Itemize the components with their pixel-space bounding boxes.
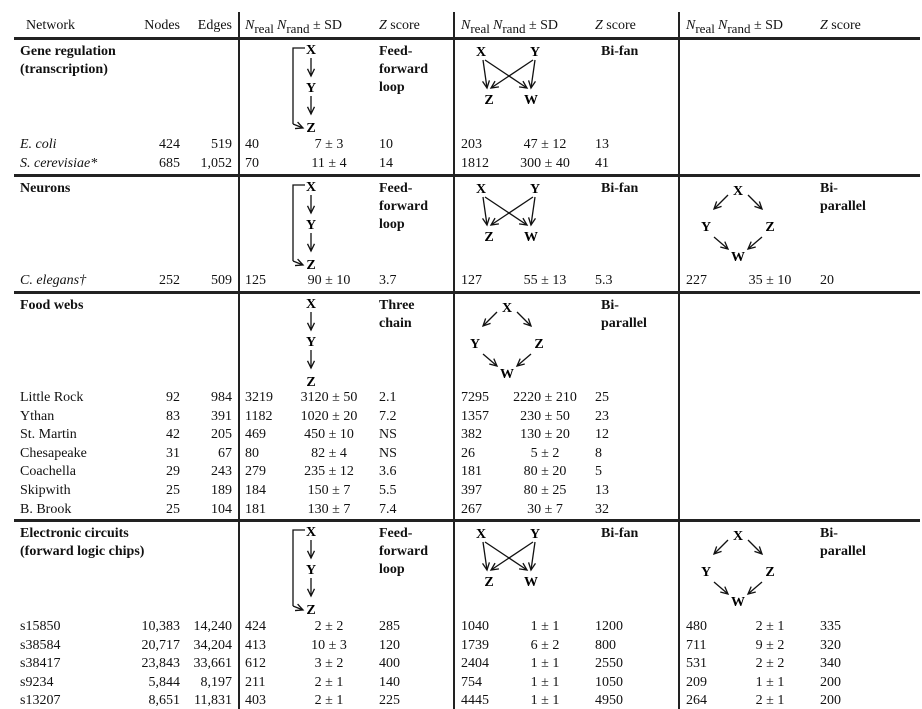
section-title: Neurons	[20, 181, 71, 196]
n-rand-value: 3120 ± 50	[300, 390, 358, 405]
motif-node-z: Z	[306, 375, 316, 390]
motif-name: loop	[379, 217, 405, 232]
network-name: Chesapeake	[20, 445, 87, 461]
n-real-value: 397	[461, 483, 482, 498]
motif-name: Feed-	[379, 181, 413, 196]
edges-value: 243	[211, 464, 232, 480]
edges-value: 189	[211, 483, 232, 498]
z-score-value: 13	[595, 137, 609, 152]
edges-value: 519	[211, 137, 232, 152]
n-subscript: rand	[502, 20, 526, 36]
network-name: Skipwith	[20, 483, 71, 498]
n-rand-value: 2 ± 1	[755, 693, 785, 709]
z-score-value: 200	[820, 674, 841, 690]
section-divider	[14, 37, 920, 40]
n-real-value: 279	[245, 464, 266, 480]
z-score-value: 12	[595, 427, 609, 443]
motif-name: forward	[379, 544, 428, 559]
n-rand-value: 130 ± 7	[307, 501, 351, 517]
n-rand-value: 11 ± 4	[311, 155, 347, 171]
n-subscript: real	[254, 20, 274, 36]
motif-node-z: Z	[306, 603, 316, 618]
n-rand-value: 2 ± 1	[755, 619, 785, 634]
n-subscript: real	[470, 20, 490, 36]
motif-name: Bi-	[820, 181, 838, 196]
sd-label: ± SD	[525, 18, 559, 33]
n-symbol: N	[277, 18, 287, 33]
section-title: Food webs	[20, 298, 84, 313]
section-title: Electronic circuits	[20, 526, 129, 541]
nodes-value: 25	[166, 501, 180, 517]
column-divider	[453, 12, 455, 709]
z-score-value: 14	[379, 155, 393, 171]
n-subscript: rand	[286, 20, 310, 36]
z-score-value: 335	[820, 619, 841, 634]
nodes-value: 25	[166, 483, 180, 498]
nodes-value: 5,844	[148, 674, 180, 690]
n-rand-value: 30 ± 7	[527, 501, 563, 517]
nodes-value: 29	[166, 464, 180, 480]
nodes-value: 424	[159, 137, 180, 152]
motif-node-y: Y	[305, 335, 317, 350]
motif-node-x: X	[732, 529, 744, 544]
edges-value: 391	[211, 408, 232, 424]
motif-arrowhead	[519, 563, 527, 570]
n-real-value: 1357	[461, 408, 489, 424]
edges-value: 67	[218, 445, 232, 461]
nodes-value: 31	[166, 445, 180, 461]
n-rand-value: 90 ± 10	[307, 273, 351, 288]
n-symbol: N	[686, 18, 696, 33]
motif-node-w: W	[524, 93, 538, 108]
network-name: s15850	[20, 619, 61, 634]
motif-node-y: Y	[305, 81, 317, 96]
motif-edge	[491, 542, 533, 570]
nodes-value: 23,843	[141, 656, 180, 672]
motif-name: Feed-	[379, 44, 413, 59]
n-real-value: 1739	[461, 637, 489, 653]
z-score-value: 4950	[595, 693, 623, 709]
motif-name: Bi-	[601, 298, 619, 313]
n-subscript: rand	[727, 20, 751, 36]
n-rand-value: 130 ± 20	[520, 427, 570, 443]
motif-edge	[293, 530, 305, 606]
n-rand-value: 150 ± 7	[307, 483, 351, 498]
motif-arrowhead	[491, 81, 499, 88]
z-symbol: Z	[820, 18, 828, 33]
sd-label: ± SD	[309, 18, 343, 33]
feed-forward-loop-diagram	[275, 522, 335, 625]
n-rand-value: 35 ± 10	[748, 273, 792, 288]
n-rand-value: 2220 ± 210	[513, 390, 577, 405]
bi-parallel-diagram	[463, 298, 553, 387]
n-rand-value: 2 ± 2	[755, 656, 785, 672]
z-score-value: NS	[379, 445, 397, 461]
bi-fan-diagram	[473, 42, 553, 117]
n-real-value: 7295	[461, 390, 489, 405]
motif-name: Bi-fan	[601, 44, 639, 59]
header-z-score-2	[595, 18, 636, 34]
n-real-value: 203	[461, 137, 482, 152]
n-real-value: 127	[461, 273, 482, 288]
n-rand-value: 2 ± 1	[314, 674, 344, 690]
motif-node-z: Z	[765, 220, 775, 235]
header-n-real-2	[461, 18, 490, 37]
n-rand-value: 7 ± 3	[314, 137, 344, 152]
motif-node-x: X	[305, 43, 317, 58]
header-n-rand-2	[493, 18, 558, 37]
header-network: Network	[26, 18, 75, 33]
n-real-value: 1812	[461, 155, 489, 171]
network-name: s13207	[20, 693, 61, 709]
motif-name: loop	[379, 562, 405, 577]
z-score-value: 25	[595, 390, 609, 405]
motif-edge	[485, 197, 527, 225]
z-score-value: 8	[595, 445, 602, 461]
network-name: s38417	[20, 656, 61, 672]
n-real-value: 413	[245, 637, 266, 653]
section-divider	[14, 174, 920, 177]
n-real-value: 264	[686, 693, 707, 709]
column-divider	[678, 12, 680, 709]
n-real-value: 469	[245, 427, 266, 443]
header-n-rand-3	[718, 18, 783, 37]
score-label: score	[827, 18, 861, 33]
column-divider	[238, 12, 240, 709]
network-name: St. Martin	[20, 427, 77, 443]
n-real-value: 181	[245, 501, 266, 517]
motif-edge	[293, 48, 305, 124]
section-divider	[14, 519, 920, 522]
edges-value: 509	[211, 273, 232, 288]
z-score-value: 13	[595, 483, 609, 498]
n-rand-value: 82 ± 4	[311, 445, 347, 461]
motif-name: loop	[379, 80, 405, 95]
motif-node-x: X	[501, 301, 513, 316]
n-rand-value: 5 ± 2	[530, 445, 560, 461]
header-nodes: Nodes	[144, 18, 180, 33]
n-real-value: 209	[686, 674, 707, 690]
z-score-value: 5	[595, 464, 602, 480]
z-score-value: 285	[379, 619, 400, 634]
edges-value: 984	[211, 390, 232, 405]
motif-node-x: X	[732, 184, 744, 199]
nodes-value: 92	[166, 390, 180, 405]
n-real-value: 4445	[461, 693, 489, 709]
n-rand-value: 300 ± 40	[520, 155, 570, 171]
motif-edge	[485, 542, 527, 570]
n-real-value: 1182	[245, 408, 273, 424]
nodes-value: 10,383	[141, 619, 180, 634]
motif-name: parallel	[601, 316, 647, 331]
header-n-real-1	[245, 18, 274, 37]
three-chain-diagram	[275, 294, 335, 397]
sd-label: ± SD	[750, 18, 784, 33]
n-real-value: 211	[245, 674, 266, 690]
n-real-value: 711	[686, 637, 707, 653]
n-rand-value: 1 ± 1	[530, 619, 560, 634]
z-score-value: 340	[820, 656, 841, 672]
n-real-value: 80	[245, 445, 259, 461]
n-rand-value: 450 ± 10	[304, 427, 354, 443]
z-score-value: 800	[595, 637, 616, 653]
n-real-value: 612	[245, 656, 266, 672]
n-rand-value: 6 ± 2	[530, 637, 560, 653]
motif-name: chain	[379, 316, 412, 331]
nodes-value: 42	[166, 427, 180, 443]
nodes-value: 83	[166, 408, 180, 424]
n-real-value: 2404	[461, 656, 489, 672]
nodes-value: 685	[159, 155, 180, 171]
network-name: C. elegans†	[20, 273, 87, 288]
motif-node-z: Z	[306, 258, 316, 273]
network-name: E. coli	[20, 137, 57, 152]
network-name: S. cerevisiae*	[20, 155, 98, 171]
z-score-value: 400	[379, 656, 400, 672]
motif-node-z: Z	[534, 337, 544, 352]
z-symbol: Z	[595, 18, 603, 33]
n-rand-value: 1 ± 1	[530, 693, 560, 709]
motif-node-y: Y	[529, 527, 541, 542]
motif-name: Bi-fan	[601, 181, 639, 196]
z-score-value: 10	[379, 137, 393, 152]
z-score-value: 41	[595, 155, 609, 171]
n-symbol: N	[493, 18, 503, 33]
z-score-value: 120	[379, 637, 400, 653]
motif-edge	[491, 60, 533, 88]
section-title: Gene regulation	[20, 44, 116, 59]
motif-node-z: Z	[484, 230, 494, 245]
motif-name: forward	[379, 199, 428, 214]
motif-node-y: Y	[305, 218, 317, 233]
nodes-value: 252	[159, 273, 180, 288]
z-score-value: 7.2	[379, 408, 397, 424]
edges-value: 104	[211, 501, 232, 517]
motif-name: Feed-	[379, 526, 413, 541]
motif-node-y: Y	[529, 182, 541, 197]
feed-forward-loop-diagram	[275, 177, 335, 280]
edges-value: 205	[211, 427, 232, 443]
header-edges: Edges	[197, 18, 232, 33]
n-real-value: 227	[686, 273, 707, 288]
n-rand-value: 1 ± 1	[530, 656, 560, 672]
n-rand-value: 1 ± 1	[755, 674, 785, 690]
z-score-value: 2.1	[379, 390, 397, 405]
motif-node-x: X	[305, 180, 317, 195]
n-real-value: 480	[686, 619, 707, 634]
z-score-value: 32	[595, 501, 609, 517]
motif-node-z: Z	[765, 565, 775, 580]
motif-node-x: X	[305, 525, 317, 540]
motif-node-y: Y	[700, 220, 712, 235]
z-score-value: 3.6	[379, 464, 397, 480]
motif-edge	[485, 60, 527, 88]
n-subscript: real	[695, 20, 715, 36]
motif-node-z: Z	[484, 575, 494, 590]
edges-value: 33,661	[193, 656, 232, 672]
network-name: Little Rock	[20, 390, 84, 405]
n-real-value: 26	[461, 445, 475, 461]
edges-value: 1,052	[200, 155, 232, 171]
n-real-value: 754	[461, 674, 482, 690]
motif-node-z: Z	[306, 121, 316, 136]
motif-node-x: X	[305, 297, 317, 312]
edges-value: 34,204	[193, 637, 232, 653]
n-symbol: N	[245, 18, 255, 33]
n-rand-value: 2 ± 2	[314, 619, 344, 634]
motif-edge	[293, 185, 305, 261]
z-score-value: 20	[820, 273, 834, 288]
z-score-value: 320	[820, 637, 841, 653]
feed-forward-loop-diagram	[275, 40, 335, 143]
motif-node-y: Y	[700, 565, 712, 580]
n-symbol: N	[461, 18, 471, 33]
n-real-value: 70	[245, 155, 259, 171]
n-rand-value: 80 ± 20	[523, 464, 567, 480]
z-score-value: 3.7	[379, 273, 397, 288]
header-n-real-3	[686, 18, 715, 37]
motif-arrowhead	[519, 81, 527, 88]
section-title: (transcription)	[20, 62, 108, 77]
n-real-value: 424	[245, 619, 266, 634]
motif-node-w: W	[524, 230, 538, 245]
motif-name: Bi-	[820, 526, 838, 541]
motif-name: parallel	[820, 544, 866, 559]
n-rand-value: 9 ± 2	[755, 637, 785, 653]
n-rand-value: 230 ± 50	[520, 408, 570, 424]
network-name: Ythan	[20, 408, 55, 424]
network-name: s9234	[20, 674, 54, 690]
z-score-value: 2550	[595, 656, 623, 672]
motif-node-y: Y	[469, 337, 481, 352]
motif-arrowhead	[491, 563, 499, 570]
n-real-value: 125	[245, 273, 266, 288]
z-score-value: 1200	[595, 619, 623, 634]
header-z-score-3	[820, 18, 861, 34]
nodes-value: 8,651	[148, 693, 180, 709]
bi-fan-diagram	[473, 524, 553, 599]
motif-arrowhead	[491, 218, 499, 225]
z-score-value: 7.4	[379, 501, 397, 517]
n-real-value: 267	[461, 501, 482, 517]
motif-arrowhead	[519, 218, 527, 225]
motif-name: Three	[379, 298, 415, 313]
n-real-value: 403	[245, 693, 266, 709]
n-rand-value: 55 ± 13	[523, 273, 567, 288]
n-real-value: 3219	[245, 390, 273, 405]
motif-node-w: W	[524, 575, 538, 590]
bi-parallel-diagram	[694, 526, 784, 615]
n-real-value: 181	[461, 464, 482, 480]
n-rand-value: 47 ± 12	[523, 137, 567, 152]
z-score-value: 5.3	[595, 273, 613, 288]
network-name: B. Brook	[20, 501, 72, 517]
nodes-value: 20,717	[141, 637, 180, 653]
motif-node-w: W	[500, 367, 514, 382]
bi-parallel-diagram	[694, 181, 784, 270]
edges-value: 8,197	[200, 674, 232, 690]
z-score-value: 5.5	[379, 483, 397, 498]
z-score-value: 23	[595, 408, 609, 424]
z-score-value: NS	[379, 427, 397, 443]
motif-name: parallel	[820, 199, 866, 214]
motif-node-x: X	[475, 45, 487, 60]
edges-value: 14,240	[193, 619, 232, 634]
motif-node-y: Y	[529, 45, 541, 60]
section-title: (forward logic chips)	[20, 544, 145, 559]
motif-name: forward	[379, 62, 428, 77]
n-rand-value: 1 ± 1	[530, 674, 560, 690]
n-rand-value: 1020 ± 20	[300, 408, 358, 424]
n-real-value: 40	[245, 137, 259, 152]
motif-node-x: X	[475, 182, 487, 197]
motif-node-w: W	[731, 250, 745, 265]
edges-value: 11,831	[194, 693, 232, 709]
n-real-value: 531	[686, 656, 707, 672]
score-label: score	[386, 18, 420, 33]
n-symbol: N	[718, 18, 728, 33]
z-score-value: 200	[820, 693, 841, 709]
n-rand-value: 3 ± 2	[314, 656, 344, 672]
z-score-value: 1050	[595, 674, 623, 690]
n-real-value: 382	[461, 427, 482, 443]
network-name: s38584	[20, 637, 61, 653]
motif-name: Bi-fan	[601, 526, 639, 541]
motif-edge	[491, 197, 533, 225]
network-name: Coachella	[20, 464, 76, 480]
score-label: score	[602, 18, 636, 33]
n-rand-value: 10 ± 3	[311, 637, 347, 653]
n-rand-value: 80 ± 25	[523, 483, 567, 498]
n-rand-value: 235 ± 12	[304, 464, 354, 480]
bi-fan-diagram	[473, 179, 553, 254]
header-z-score-1	[379, 18, 420, 34]
header-n-rand-1	[277, 18, 342, 37]
n-rand-value: 2 ± 1	[314, 693, 344, 709]
motif-node-y: Y	[305, 563, 317, 578]
motif-node-w: W	[731, 595, 745, 610]
z-symbol: Z	[379, 18, 387, 33]
section-divider	[14, 291, 920, 294]
n-real-value: 1040	[461, 619, 489, 634]
motif-node-z: Z	[484, 93, 494, 108]
z-score-value: 225	[379, 693, 400, 709]
motif-node-x: X	[475, 527, 487, 542]
n-real-value: 184	[245, 483, 266, 498]
z-score-value: 140	[379, 674, 400, 690]
